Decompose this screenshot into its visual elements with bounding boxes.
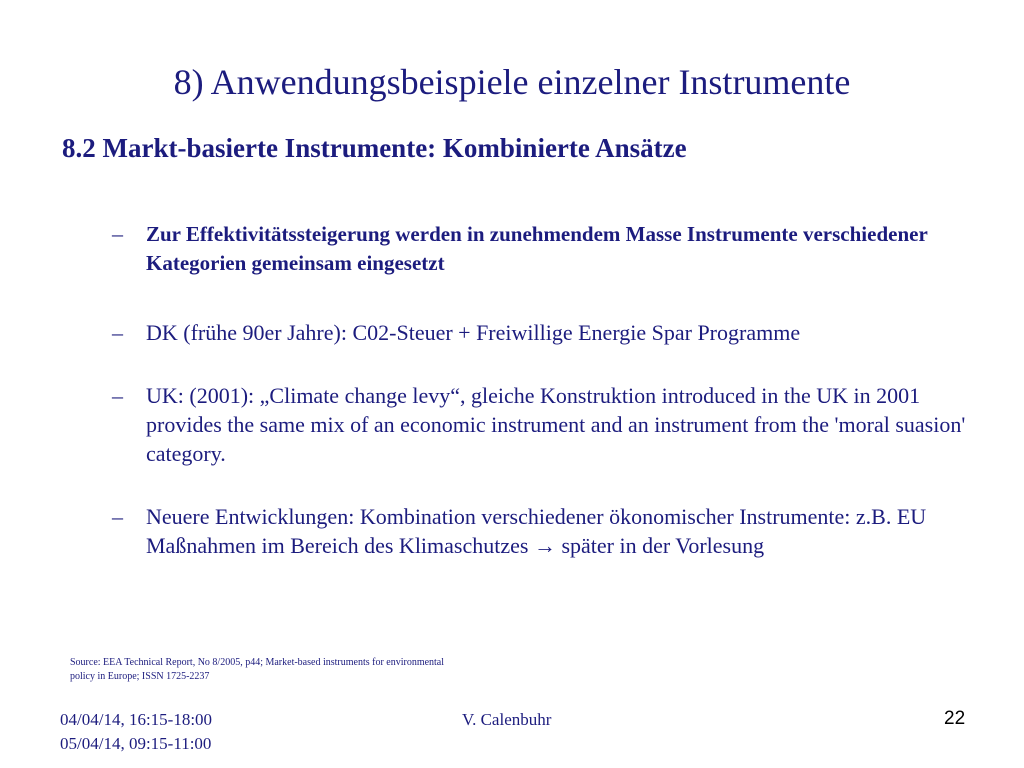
bullet-dash: – <box>112 221 123 246</box>
bullet-dash: – <box>112 504 123 529</box>
slide-title: 8) Anwendungsbeispiele einzelner Instrumente <box>173 62 851 102</box>
bullet-item <box>112 318 972 347</box>
footer-date-line: 04/04/14, 16:15-18:00 <box>60 710 213 729</box>
bullet-dash: – <box>112 320 123 345</box>
bullet-text: Neuere Entwicklungen: Kombination verschiedener ökonomischer Instrumente: z.B. EU Maßnahmen im Bereich des Klimaschutzes → später in der Vorlesung <box>146 504 927 558</box>
bullet-item <box>112 219 972 277</box>
slide-subtitle: 8.2 Markt-basierte Instrumente: Kombinierte Ansätze <box>62 133 687 163</box>
footer-date <box>60 708 212 756</box>
bullet-item <box>112 381 972 468</box>
footer-author: V. Calenbuhr <box>462 710 552 729</box>
bullet-text: UK: (2001): „Climate change levy“, gleiche Konstruktion introduced in the UK in 2001 provides the same mix of an economic instrument and an instrument from the 'moral suasion' category. <box>146 383 966 466</box>
bullet-item <box>112 502 972 560</box>
page-number: 22 <box>944 708 966 729</box>
bullet-list <box>112 219 972 560</box>
source-note: Source: EEA Technical Report, No 8/2005, p44; Market-based instruments for environmental policy in Europe; ISSN 1725-2237 <box>70 657 445 682</box>
bullet-text: DK (frühe 90er Jahre): C02-Steuer + Freiwillige Energie Spar Programme <box>146 320 801 345</box>
bullet-text: Zur Effektivitätssteigerung werden in zunehmendem Masse Instrumente verschiedener Kategorien gemeinsam eingesetzt <box>146 222 928 275</box>
footer-date-line: 05/04/14, 09:15-11:00 <box>60 734 212 753</box>
bullet-dash: – <box>112 383 123 408</box>
